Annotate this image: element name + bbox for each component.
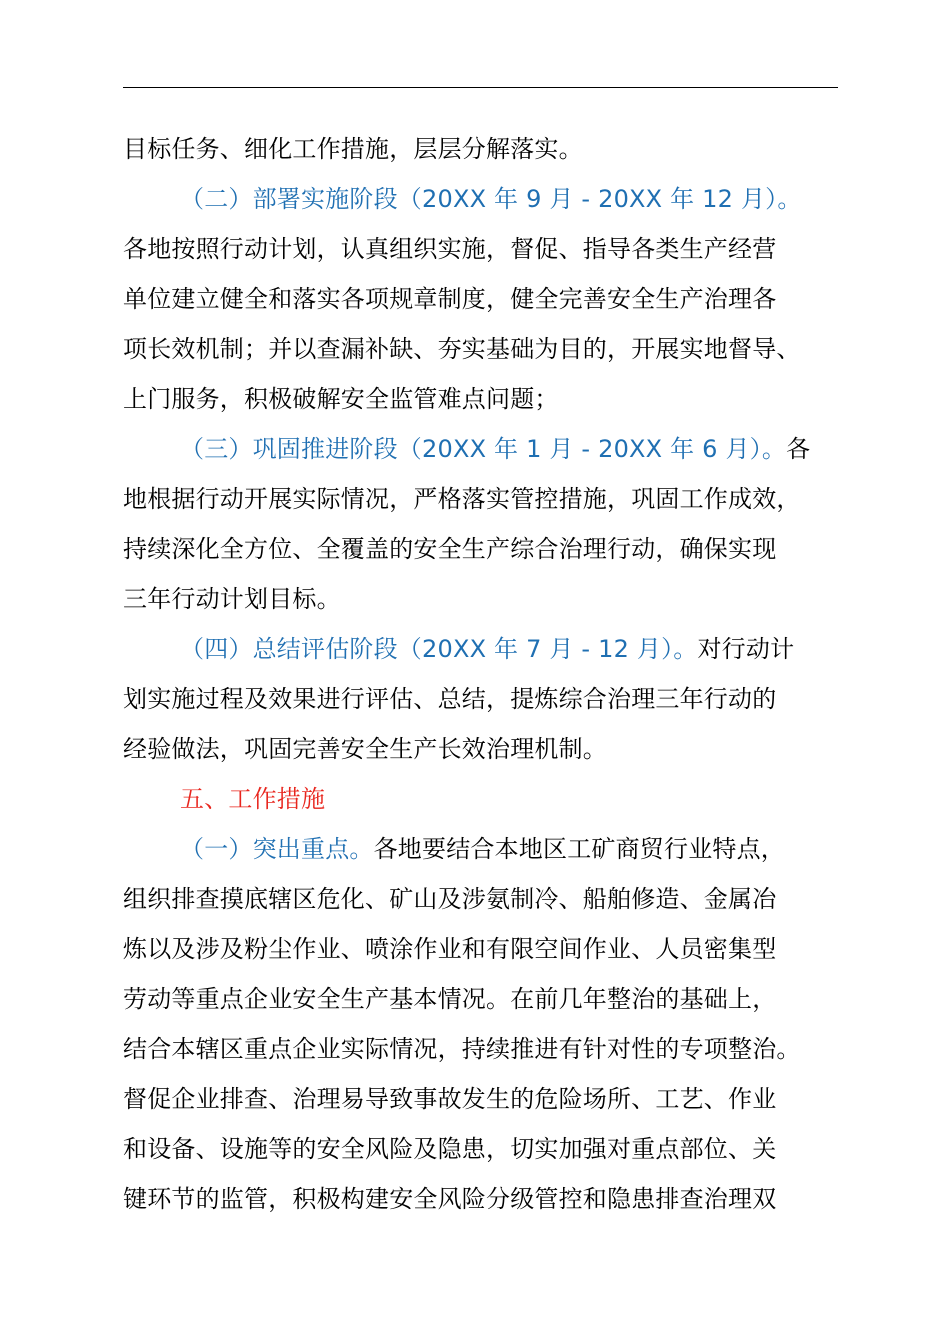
text-line <box>123 374 863 424</box>
text-line <box>123 774 863 824</box>
body-text-run: 各地要结合本地区工矿商贸行业特点， <box>373 835 786 863</box>
text-line <box>123 824 863 874</box>
body-text-run: 组织排查摸底辖区危化、矿山及涉氨制冷、船舶修造、金属冶 <box>123 885 777 913</box>
body-text-run: 持续深化全方位、全覆盖的安全生产综合治理行动，确保实现 <box>123 535 777 563</box>
body-text-run: 炼以及涉及粉尘作业、喷涂作业和有限空间作业、人员密集型 <box>123 935 777 963</box>
body-text-run: 划实施过程及效果进行评估、总结，提炼综合治理三年行动的 <box>123 685 777 713</box>
body-text-run: 经验做法，巩固完善安全生产长效治理机制。 <box>123 735 607 763</box>
body-text-run: 各 <box>786 435 811 463</box>
header-rule <box>123 87 838 88</box>
body-text-run: 键环节的监管，积极构建安全风险分级管控和隐患排查治理双 <box>123 1185 777 1213</box>
text-line <box>123 924 863 974</box>
section-heading-text: （二）部署实施阶段（20XX 年 9 月 - 20XX 年 12 月）。 <box>180 185 802 213</box>
text-line <box>123 1124 863 1174</box>
body-text-run: 结合本辖区重点企业实际情况，持续推进有针对性的专项整治。 <box>123 1035 801 1063</box>
body-text-run: 对行动计 <box>697 635 795 663</box>
body-text <box>123 124 863 1224</box>
body-text-run: 劳动等重点企业安全生产基本情况。在前几年整治的基础上， <box>123 985 777 1013</box>
body-text-run: 单位建立健全和落实各项规章制度，健全完善安全生产治理各 <box>123 285 777 313</box>
text-line <box>123 524 863 574</box>
body-text-run: 项长效机制；并以查漏补缺、夯实基础为目的，开展实地督导、 <box>123 335 801 363</box>
body-text-run: 和设备、设施等的安全风险及隐患，切实加强对重点部位、关 <box>123 1135 777 1163</box>
text-line <box>123 624 863 674</box>
chapter-heading-text: 五、工作措施 <box>180 785 326 813</box>
text-line <box>123 574 863 624</box>
text-line <box>123 974 863 1024</box>
body-text-run: 上门服务，积极破解安全监管难点问题； <box>123 385 559 413</box>
body-text-run: 督促企业排查、治理易导致事故发生的危险场所、工艺、作业 <box>123 1085 777 1113</box>
section-heading-text: （一）突出重点。 <box>180 835 374 863</box>
text-line <box>123 224 863 274</box>
text-line <box>123 424 863 474</box>
section-heading-text: （三）巩固推进阶段（20XX 年 1 月 - 20XX 年 6 月）。 <box>180 435 787 463</box>
body-text-run: 地根据行动开展实际情况，严格落实管控措施，巩固工作成效， <box>123 485 801 513</box>
text-line <box>123 474 863 524</box>
text-line <box>123 174 863 224</box>
text-line <box>123 274 863 324</box>
text-line <box>123 1174 863 1224</box>
body-text-run: 目标任务、细化工作措施，层层分解落实。 <box>123 135 583 163</box>
text-line <box>123 324 863 374</box>
text-line <box>123 1024 863 1074</box>
text-line <box>123 874 863 924</box>
text-line <box>123 674 863 724</box>
body-text-run: 各地按照行动计划，认真组织实施，督促、指导各类生产经营 <box>123 235 777 263</box>
text-line <box>123 1074 863 1124</box>
body-text-run: 三年行动计划目标。 <box>123 585 341 613</box>
text-line <box>123 124 863 174</box>
text-line <box>123 724 863 774</box>
section-heading-text: （四）总结评估阶段（20XX 年 7 月 - 12 月）。 <box>180 635 698 663</box>
